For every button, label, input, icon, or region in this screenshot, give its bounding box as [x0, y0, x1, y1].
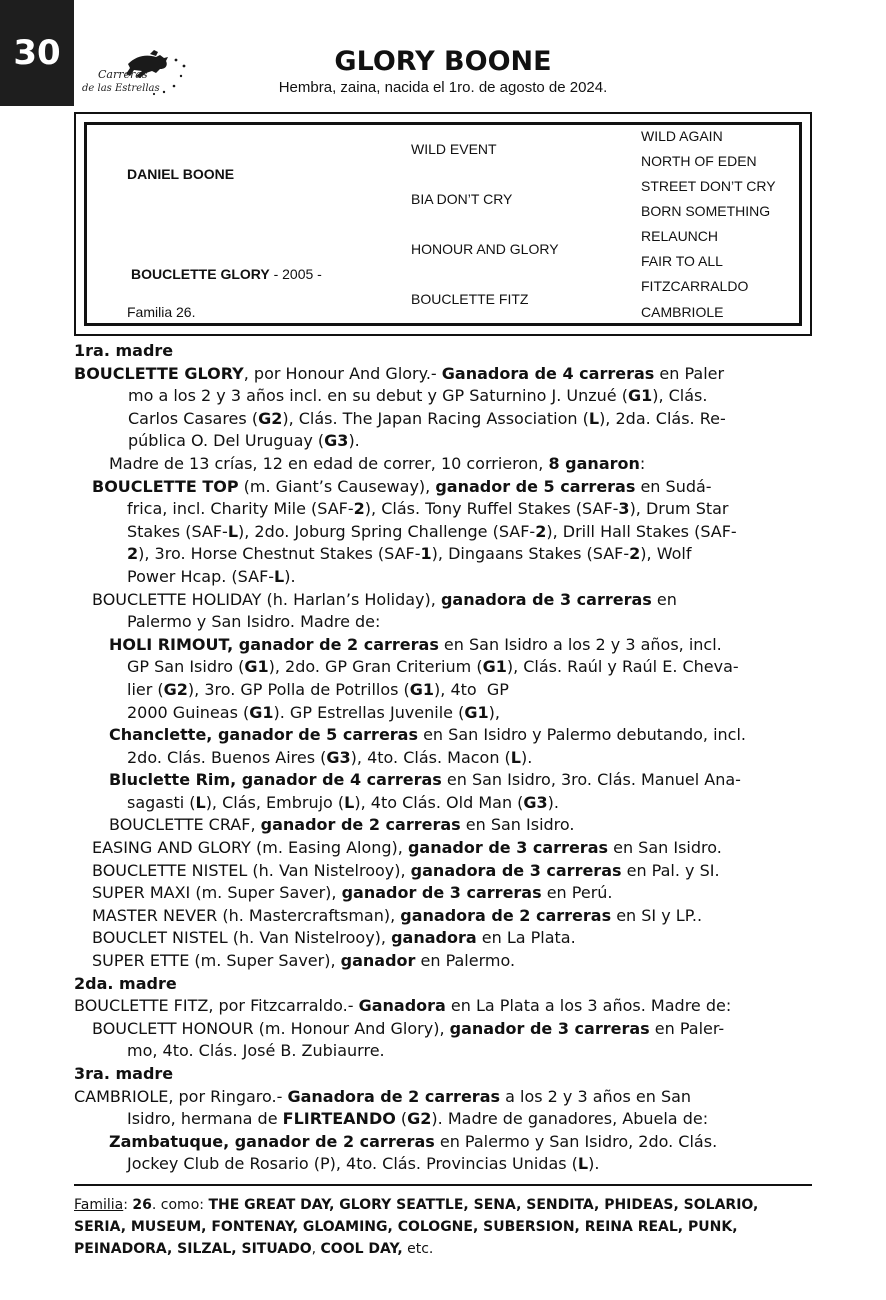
pedigree-dam: BOUCLETTE GLORY - 2005 -: [131, 266, 322, 282]
section-heading-2da-madre: 2da. madre: [74, 973, 177, 993]
offspring-entry: EASING AND GLORY (m. Easing Along), ganador de 3 carreras en San Isidro.: [92, 838, 722, 858]
grand-offspring-line: GP San Isidro (G1), 2do. GP Gran Criterium (G1), Clás. Raúl y Raúl E. Cheva-: [127, 657, 739, 677]
dam-record-line: pública O. Del Uruguay (G3).: [128, 431, 360, 451]
pedigree-gen2-4: BOUCLETTE FITZ: [411, 291, 529, 307]
pedigree-gen3-1: WILD AGAIN: [641, 128, 723, 144]
grand-offspring-line: sagasti (L), Clás, Embrujo (L), 4to Clás. Old Man (G3).: [127, 792, 559, 812]
grand-offspring-entry: Zambatuque, ganador de 2 carreras en Palermo y San Isidro, 2do. Clás.: [109, 1131, 718, 1151]
pedigree-gen3-8: CAMBRIOLE: [641, 304, 724, 320]
pedigree-gen2-1: WILD EVENT: [411, 141, 497, 157]
footer-divider: [74, 1184, 812, 1186]
offspring-entry-line: Palermo y San Isidro. Madre de:: [127, 612, 381, 632]
pedigree-gen3-4: BORN SOMETHING: [641, 203, 771, 219]
third-dam-record: CAMBRIOLE, por Ringaro.- Ganadora de 2 carreras a los 2 y 3 años en San: [74, 1086, 692, 1106]
pedigree-gen3-3: STREET DON’T CRY: [641, 178, 776, 194]
pedigree-family: Familia 26.: [127, 304, 196, 320]
offspring-entry: BOUCLET NISTEL (h. Van Nistelrooy), ganadora en La Plata.: [92, 928, 576, 948]
offspring-entry: SUPER ETTE (m. Super Saver), ganador en Palermo.: [92, 951, 516, 971]
horse-name: GLORY BOONE: [334, 46, 552, 77]
offspring-entry: BOUCLETT HONOUR (m. Honour And Glory), ganador de 3 carreras en Paler-: [92, 1018, 725, 1038]
offspring-entry: MASTER NEVER (h. Mastercraftsman), ganadora de 2 carreras en SI y LP..: [92, 905, 703, 925]
pedigree-gen2-3: HONOUR AND GLORY: [411, 241, 559, 257]
offspring-entry-line: Stakes (SAF-L), 2do. Joburg Spring Challenge (SAF-2), Drill Hall Stakes (SAF-: [127, 521, 737, 541]
pedigree-gen2-2: BIA DON’T CRY: [411, 191, 513, 207]
pedigree-sire: DANIEL BOONE: [127, 166, 235, 182]
section-heading-3ra-madre: 3ra. madre: [74, 1064, 174, 1083]
produce-record: [74, 340, 774, 1176]
offspring-entry: SUPER MAXI (m. Super Saver), ganador de 3 carreras en Perú.: [92, 883, 613, 903]
section-heading-1ra-madre: 1ra. madre: [74, 341, 174, 360]
pedigree-gen3-5: RELAUNCH: [641, 228, 719, 244]
logo-text-estrellas: de las Estrellas: [82, 83, 160, 94]
pedigree-gen3-2: NORTH OF EDEN: [641, 153, 757, 169]
offspring-entry-line: mo, 4to. Clás. José B. Zubiaurre.: [127, 1041, 385, 1061]
horse-description: Hembra, zaina, nacida el 1ro. de agosto de 2024.: [278, 79, 608, 96]
carreras-de-las-estrellas-logo: [80, 48, 192, 102]
lot-number: 30: [13, 33, 61, 73]
pedigree-gen3-7: FITZCARRALDO: [641, 278, 749, 294]
family-footer: [74, 1194, 812, 1260]
produce-summary: Madre de 13 crías, 12 en edad de correr, 10 corrieron, 8 ganaron:: [109, 453, 646, 473]
offspring-entry-line: 2), 3ro. Horse Chestnut Stakes (SAF-1), Dingaans Stakes (SAF-2), Wolf: [127, 544, 692, 564]
lot-number-badge: [0, 0, 74, 106]
dam-record-line: mo a los 2 y 3 años incl. en su debut y GP Saturnino J. Unzué (G1), Clás.: [128, 386, 708, 406]
offspring-entry: BOUCLETTE TOP (m. Giant’s Causeway), ganador de 5 carreras en Sudá-: [92, 476, 712, 496]
grand-offspring-line: Jockey Club de Rosario (P), 4to. Clás. Provincias Unidas (L).: [127, 1154, 600, 1174]
offspring-entry: BOUCLETTE NISTEL (h. Van Nistelrooy), ganadora de 3 carreras en Pal. y SI.: [92, 860, 720, 880]
third-dam-record-line: Isidro, hermana de FLIRTEANDO (G2). Madre de ganadores, Abuela de:: [127, 1109, 709, 1129]
grand-offspring-entry: BOUCLETTE CRAF, ganador de 2 carreras en San Isidro.: [109, 815, 575, 835]
family-line: PEINADORA, SILZAL, SITUADO, COOL DAY, etc.: [74, 1241, 434, 1257]
family-line: SERIA, MUSEUM, FONTENAY, GLOAMING, COLOGNE, SUBERSION, REINA REAL, PUNK,: [74, 1219, 738, 1235]
second-dam-record: BOUCLETTE FITZ, por Fitzcarraldo.- Ganadora en La Plata a los 3 años. Madre de:: [74, 996, 732, 1016]
pedigree-gen3-6: FAIR TO ALL: [641, 253, 723, 269]
dam-record-line: Carlos Casares (G2), Clás. The Japan Racing Association (L), 2da. Clás. Re-: [128, 408, 726, 428]
grand-offspring-entry: HOLI RIMOUT, ganador de 2 carreras en San Isidro a los 2 y 3 años, incl.: [109, 634, 722, 654]
grand-offspring-entry: Chanclette, ganador de 5 carreras en San Isidro y Palermo debutando, incl.: [109, 725, 746, 745]
offspring-entry-line: frica, incl. Charity Mile (SAF-2), Clás. Tony Ruffel Stakes (SAF-3), Drum Star: [127, 499, 729, 519]
grand-offspring-line: 2do. Clás. Buenos Aires (G3), 4to. Clás. Macon (L).: [127, 747, 533, 767]
grand-offspring-line: 2000 Guineas (G1). GP Estrellas Juvenile (G1),: [127, 702, 500, 722]
offspring-entry-line: Power Hcap. (SAF-L).: [127, 566, 296, 586]
dam-record-line: BOUCLETTE GLORY, por Honour And Glory.- Ganadora de 4 carreras en Paler: [74, 363, 725, 383]
grand-offspring-line: lier (G2), 3ro. GP Polla de Potrillos (G1), 4to GP: [127, 679, 509, 699]
offspring-entry: BOUCLETTE HOLIDAY (h. Harlan’s Holiday), ganadora de 3 carreras en: [92, 589, 677, 609]
logo-text-carreras: Carreras: [98, 68, 148, 81]
family-line: Familia: 26. como: THE GREAT DAY, GLORY SEATTLE, SENA, SENDITA, PHIDEAS, SOLARIO,: [74, 1197, 759, 1213]
grand-offspring-entry: Bluclette Rim, ganador de 4 carreras en San Isidro, 3ro. Clás. Manuel Ana-: [109, 770, 741, 790]
